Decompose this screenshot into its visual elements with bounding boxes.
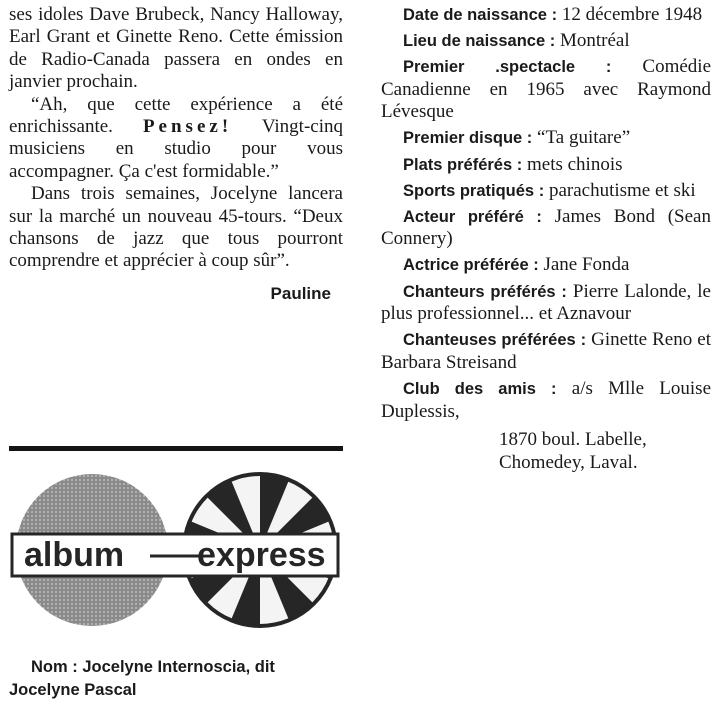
profile-value: Ginette Reno et Barbara Streisand [381, 329, 711, 373]
profile-value: Montréal [559, 30, 630, 52]
profile-value: parachutisme et ski [548, 179, 696, 201]
emphasized-word: Pensez! [142, 116, 233, 138]
left-column [9, 4, 343, 304]
name-caption [9, 656, 343, 702]
address-line1: 1870 boul. Labelle, [499, 429, 647, 451]
profile-column [381, 4, 711, 474]
profile-entry [381, 127, 711, 150]
profile-label: Date de naissance : [403, 6, 558, 24]
profile-value: 12 décembre 1948 [561, 4, 703, 25]
profile-entry [381, 180, 711, 203]
profile-label: Chanteurs préférés : [403, 282, 567, 301]
section-divider [9, 446, 343, 451]
profile-value: Pierre Lalonde, le plus professionnel... et Aznavour [381, 280, 711, 325]
profile-entry [381, 206, 711, 251]
profile-label: Sports pratiqués : [403, 181, 545, 200]
profile-entry [381, 281, 711, 326]
profile-value: James Bond (Sean Connery) [381, 205, 711, 250]
profile-label: Chanteuses préférées : [403, 331, 587, 350]
address-line2: Chomedey, Laval. [499, 451, 638, 473]
album-express-logo [10, 470, 340, 632]
profile-label: Actrice préférée : [403, 256, 539, 275]
profile-entry [381, 329, 711, 374]
profile-label: Club des amis : [403, 379, 557, 398]
article-paragraph-3: Dans trois semaines, Jocelyne lancera sur la marché un nouveau 45-tours. “Deux chansons de jazz que tous pourront comprendre et apprécier à coup sûr”. [9, 183, 343, 272]
profile-entry [381, 30, 711, 53]
name-value: Jocelyne Internoscia, dit Jocelyne Pascal [9, 658, 275, 699]
profile-entry [381, 154, 711, 177]
profile-label: Lieu de naissance : [403, 32, 556, 51]
logo-word-album: album [24, 536, 125, 574]
profile-value: mets chinois [526, 153, 623, 175]
profile-entry [381, 56, 711, 124]
profile-value: a/s Mlle Louise Duplessis, [381, 377, 711, 422]
quote-part-1: “Ah, que cette expérience a été enrichissante. [9, 93, 343, 138]
profile-label: Plats préférés : [403, 155, 523, 174]
article-paragraph-1: ses idoles Dave Brubeck, Nancy Halloway, Earl Grant et Ginette Reno. Cette émission de Radio-Canada passera en ondes en janvier prochain. [9, 4, 343, 93]
name-label: Nom : [31, 658, 78, 676]
profile-entry [381, 254, 711, 277]
article-paragraph-2 [9, 94, 343, 184]
profile-entry [381, 378, 711, 423]
profile-value: Jane Fonda [543, 254, 630, 276]
profile-value: “Ta guitare” [537, 127, 631, 149]
quote-part-2: Vingt-cinq musiciens en studio pour vous accompagner. Ça c'est formidable.” [9, 116, 343, 182]
profile-label: Acteur préféré : [403, 207, 542, 226]
profile-value: Comédie Canadienne en 1965 avec Raymond Lévesque [381, 56, 712, 123]
author-signature: Pauline [270, 283, 331, 303]
profile-entry [381, 4, 711, 27]
logo-word-express: express [197, 536, 326, 574]
profile-label: Premier disque : [403, 129, 533, 148]
club-address [381, 429, 711, 474]
profile-label: Premier .spectacle : [403, 58, 612, 77]
